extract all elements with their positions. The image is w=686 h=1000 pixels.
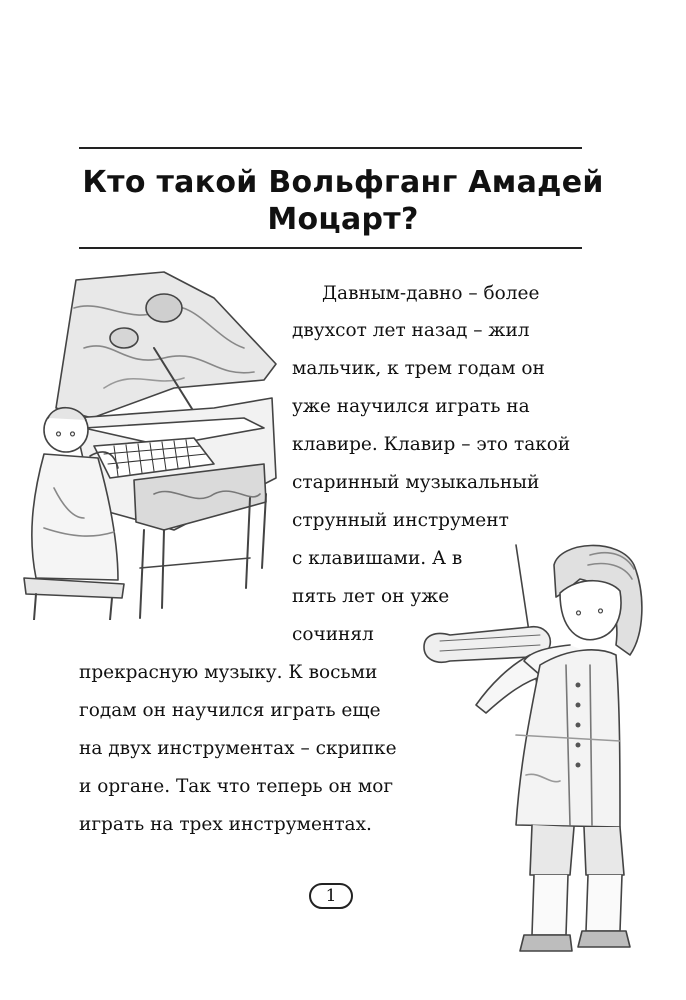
- page-number: 1: [309, 883, 353, 909]
- paragraph-line-10: сочинял: [292, 624, 374, 645]
- paragraph-line-3: мальчик, к трем годам он: [292, 358, 545, 379]
- paragraph-line-6: старинный музыкальный: [292, 472, 540, 493]
- page-title-line-2: Моцарт?: [267, 202, 419, 237]
- paragraph-line-7: струнный инструмент: [292, 510, 509, 531]
- paragraph-line-4: уже научился играть на: [292, 396, 530, 417]
- paragraph-line-9: пять лет он уже: [292, 586, 450, 607]
- paragraph-line-12: годам он научился играть еще: [79, 700, 381, 721]
- boy-playing-violin-illustration: [420, 535, 660, 965]
- page-title-line-1: Кто такой Вольфганг Амадей: [82, 165, 604, 200]
- page-title: [60, 164, 626, 238]
- paragraph-line-8: с клавишами. А в: [292, 548, 463, 569]
- paragraph-line-15: играть на трех инструментах.: [79, 814, 372, 835]
- paragraph-line-14: и органе. Так что теперь он мог: [79, 776, 394, 797]
- child-at-harpsichord-illustration: [14, 268, 286, 620]
- paragraph-line-11: прекрасную музыку. К восьми: [79, 662, 378, 683]
- paragraph-line-1: Давным-давно – более: [322, 283, 540, 304]
- paragraph-line-13: на двух инструментах – скрипке: [79, 738, 397, 759]
- paragraph-line-2: двухсот лет назад – жил: [292, 320, 530, 341]
- paragraph-line-5: клавире. Клавир – это такой: [292, 434, 571, 455]
- title-bottom-rule: [79, 247, 582, 249]
- title-top-rule: [79, 147, 582, 149]
